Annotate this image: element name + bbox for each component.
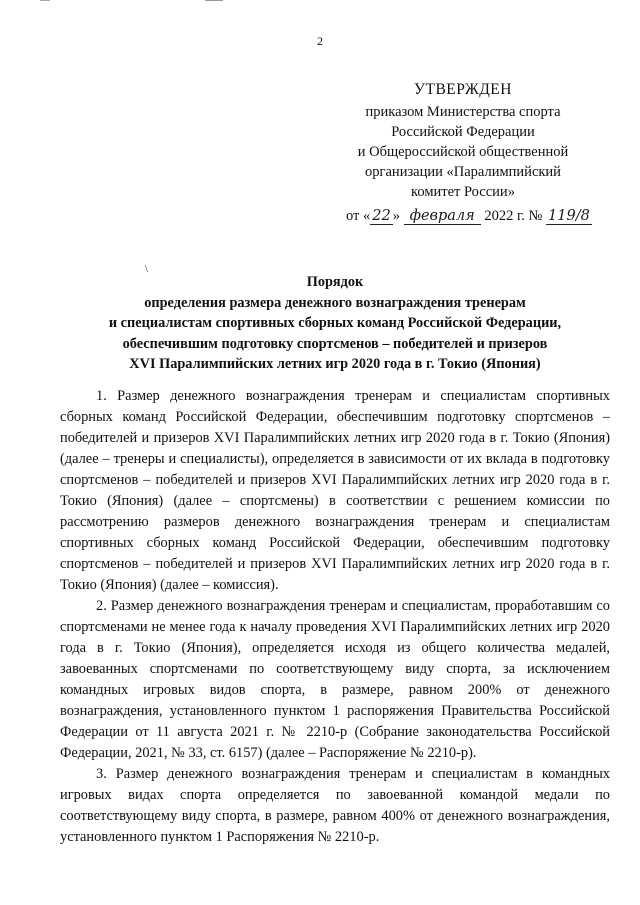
title-line: обеспечившим подготовку спортсменов – победителей и призеров [122, 335, 548, 352]
scan-edge-mark [40, 0, 50, 1]
approval-line: приказом Министерства спорта [365, 104, 561, 120]
document-body [60, 386, 610, 848]
title-line: XVI Паралимпийских летних игр 2020 года в г. Токио (Япония) [129, 356, 541, 372]
approval-line: комитет России» [411, 184, 515, 200]
scan-edge-mark [205, 0, 223, 1]
order-month-handwritten: февраля [404, 209, 481, 225]
order-day-handwritten: 22 [372, 208, 391, 224]
stray-mark: \ [145, 264, 148, 275]
approval-line: Российской Федерации [391, 124, 535, 140]
order-year-label: 2022 г. № [484, 208, 543, 224]
title-line: определения размера денежного вознаграждения тренерам [144, 294, 526, 311]
approval-stamp-block [338, 80, 588, 202]
approval-heading: УТВЕРЖДЕН [414, 81, 512, 98]
document-title [60, 272, 610, 375]
order-reference [346, 208, 606, 225]
order-from-label: от « [346, 208, 371, 224]
title-line: и специалистам спортивных сборных команд Российской Федерации, [108, 315, 562, 331]
approval-line: организации «Паралимпийский [365, 164, 561, 180]
paragraph-1: 1. Размер денежного вознаграждения тренерам и специалистам спортивных сборных команд Российской Федерации, обеспечившим подготовку спортсменов – победителей и призеров XVI Паралимпийских летних игр 2020 года в г. Токио (Япония) (далее – тренеры и специалисты), определяется в зависимости от их вклада в подготовку спортсменов – победителей и призеров XVI Паралимпийских летних игр 2020 года в г. Токио (Япония) (далее – спортсмены) в соответствии с решением комиссии по рассмотрению размеров денежного вознаграждения тренерам и специалистам спортивных сборных команд Российской Федерации, обеспечившим подготовку спортсменов – победителей и призеров XVI Паралимпийских летних игр 2020 года в г. Токио (Япония) (далее – комиссия). [60, 388, 610, 593]
title-line: Порядок [306, 274, 364, 290]
page-number: 2 [317, 34, 323, 48]
paragraph-2: 2. Размер денежного вознаграждения тренерам и специалистам, проработавшим со спортсменами не менее года к началу проведения XVI Паралимпийских летних игр 2020 года в г. Токио (Япония), определяется исходя из общего количества медалей, завоеванных спортсменами по соответствующему виду спорта, за исключением командных игровых видов спорта, в размере, равном 200% от денежного вознаграждения, установленного пунктом 1 распоряжения Правительства Российской Федерации от 11 августа 2021 г. № 2210-р (Собрание законодательства Российской Федерации, 2021, № 33, ст. 6157) (далее – Распоряжение № 2210-р). [60, 598, 610, 761]
paragraph-3: 3. Размер денежного вознаграждения тренерам и специалистам в командных игровых видах спорта определяется по завоеванной командой медали по соответствующему виду спорта, в размере, равном 400% от денежного вознаграждения, установленного пунктом 1 Распоряжения № 2210-р. [60, 766, 610, 845]
approval-line: и Общероссийской общественной [357, 144, 569, 160]
order-number-handwritten: 119/8 [548, 208, 590, 224]
order-quote: » [392, 208, 400, 224]
